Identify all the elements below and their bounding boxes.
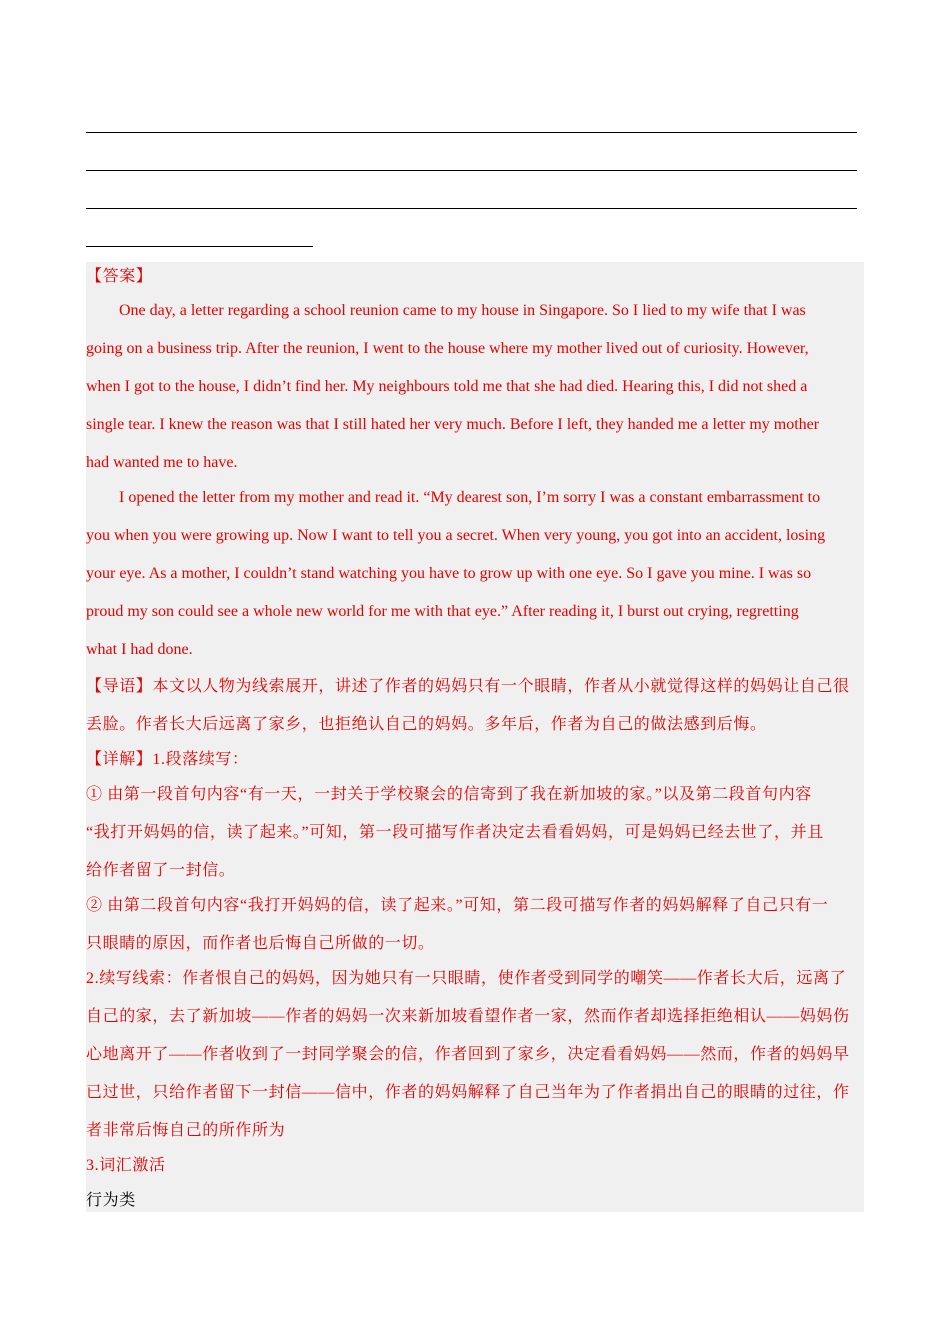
answer-blank-line bbox=[86, 170, 857, 171]
answer-blank-line bbox=[86, 246, 313, 247]
detail-heading-line bbox=[86, 750, 864, 770]
answer-blank-line bbox=[86, 132, 857, 133]
detail-item1-line: 给作者留了一封信。 bbox=[86, 862, 236, 879]
guide-label: 【导语】 bbox=[86, 678, 153, 695]
detail-item2-line: ② 由第二段首句内容“我打开妈妈的信，读了起来。”可知，第二段可描写作者的妈妈解释了自己只有一 bbox=[86, 897, 829, 914]
clues-line: 者非常后悔自己的所作所为 bbox=[86, 1122, 286, 1139]
essay-line: had wanted me to have. bbox=[86, 454, 238, 471]
essay-line: going on a business trip. After the reunion, I went to the house where my mother lived out of curiosity. However, bbox=[86, 340, 809, 357]
essay-line: I opened the letter from my mother and read it. “My dearest son, I’m sorry I was a constant embarrassment to bbox=[119, 489, 821, 506]
essay-line: when I got to the house, I didn’t find her. My neighbours told me that she had died. Hearing this, I did not shed a bbox=[86, 378, 808, 395]
vocab-heading: 3.词汇激活 bbox=[86, 1157, 166, 1174]
clues-line: 心地离开了——作者收到了一封同学聚会的信，作者回到了家乡，决定看看妈妈——然而，作者的妈妈早 bbox=[86, 1046, 850, 1063]
clues-line: 2.续写线索：作者恨自己的妈妈，因为她只有一只眼睛，使作者受到同学的嘲笑——作者长大后，远离了 bbox=[86, 970, 847, 987]
guide-text: 本文以人物为线索展开，讲述了作者的妈妈只有一个眼睛，作者从小就觉得这样的妈妈让自己很 bbox=[152, 678, 850, 695]
essay-line: One day, a letter regarding a school reunion came to my house in Singapore. So I lied to my wife that I was bbox=[119, 302, 806, 319]
essay-line: proud my son could see a whole new world for me with that eye.” After reading it, I burst out crying, regretting bbox=[86, 603, 799, 620]
essay-line: your eye. As a mother, I couldn’t stand watching you have to grow up with one eye. So I gave you mine. I was so bbox=[86, 565, 812, 582]
detail-heading: 1.段落续写： bbox=[152, 751, 249, 768]
answer-blank-line bbox=[86, 208, 857, 209]
answer-label: 【答案】 bbox=[86, 268, 153, 285]
essay-line: what I had done. bbox=[86, 641, 193, 658]
detail-item1-line: ① 由第一段首句内容“有一天，一封关于学校聚会的信寄到了我在新加坡的家。”以及第二段首句内容 bbox=[86, 786, 812, 803]
clues-line: 已过世，只给作者留下一封信——信中，作者的妈妈解释了自己当年为了作者捐出自己的眼睛的过往，作 bbox=[86, 1084, 850, 1101]
essay-line: you when you were growing up. Now I want to tell you a secret. When very young, you got into an accident, losing bbox=[86, 527, 826, 544]
essay-line: single tear. I knew the reason was that I still hated her very much. Before I left, they handed me a letter my mother bbox=[86, 416, 820, 433]
guide-line: 丢脸。作者长大后远离了家乡，也拒绝认自己的妈妈。多年后，作者为自己的做法感到后悔。 bbox=[86, 716, 767, 733]
guide-line bbox=[86, 677, 864, 697]
vocab-subheading: 行为类 bbox=[86, 1192, 136, 1209]
detail-item2-line: 只眼睛的原因，而作者也后悔自己所做的一切。 bbox=[86, 935, 435, 952]
detail-label: 【详解】 bbox=[86, 751, 153, 768]
detail-item1-line: “我打开妈妈的信，读了起来。”可知，第一段可描写作者决定去看看妈妈，可是妈妈已经去世了，并且 bbox=[86, 824, 824, 841]
answer-section-background bbox=[86, 262, 864, 1212]
clues-line: 自己的家，去了新加坡——作者的妈妈一次来新加坡看望作者一家，然而作者却选择拒绝相认——妈妈伤 bbox=[86, 1008, 850, 1025]
